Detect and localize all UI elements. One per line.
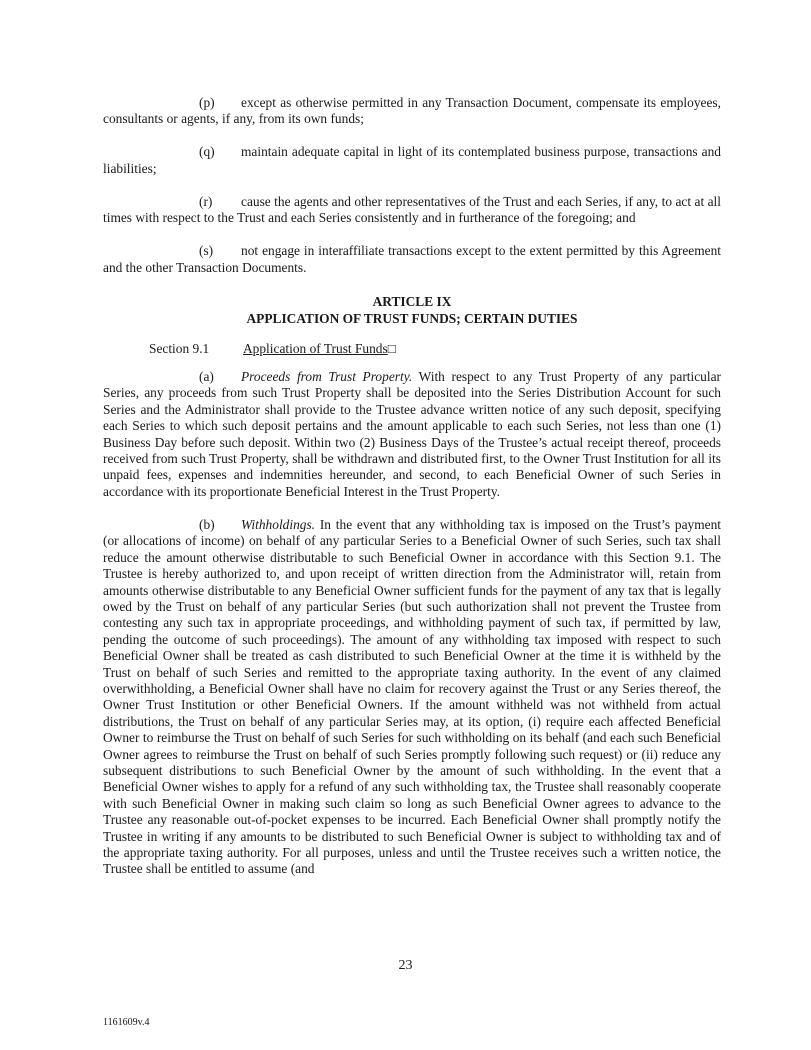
- clause-text: except as otherwise permitted in any Transaction Document, compensate its employees, consultants or agents, if any, from its own funds;: [103, 95, 721, 127]
- clause-label: (s): [199, 243, 214, 259]
- paragraph-heading: Proceeds from Trust Property.: [241, 369, 413, 385]
- paragraph-label: (b): [199, 516, 215, 532]
- page-number: 23: [398, 958, 413, 973]
- paragraph-label: (a): [199, 369, 214, 385]
- paragraph-text: With respect to any Trust Property of any particular Series, any proceeds from such Trust Property shall be deposited into the Series Distribution Account for such Series and the Administrator shall provide to the Trustee advance written notice of any such deposit, specifying each Series to which such deposit pertains and the amount applicable to each such Series, not less than one (1) Business Day before such deposit. Within two (2) Business Days of the Trustee’s actual receipt thereof, proceeds received from such Trust Property, shall be withdrawn and distributed first, to the Owner Trust Institution for all its unpaid fees, expenses and indemnities hereunder, and second, to each Beneficial Owner of such Series in accordance with its proportionate Beneficial Interest in the Trust Property.: [103, 369, 721, 499]
- clause-q: [103, 144, 721, 177]
- section-heading: [103, 341, 721, 357]
- clause-label: (p): [199, 95, 215, 110]
- clause-text: maintain adequate capital in light of its contemplated business purpose, transactions and liabilities;: [103, 144, 721, 176]
- section-number: Section 9.1: [149, 340, 210, 356]
- clause-s: [103, 243, 721, 276]
- clause-label: (r): [199, 193, 213, 209]
- clause-text: cause the agents and other representatives of the Trust and each Series, if any, to act at all times with respect to the Trust and each Series consistently and in furtherance of the foregoing; and: [103, 193, 721, 226]
- clause-p: [103, 95, 721, 128]
- clause-r: [103, 194, 721, 227]
- paragraph-b: [103, 517, 721, 878]
- article-heading: [103, 293, 721, 327]
- paragraph-text: In the event that any withholding tax is imposed on the Trust’s payment (or allocations of income) on behalf of any particular Series to a Beneficial Owner of such Series, such tax shall reduce the amount otherwise distributable to such Beneficial Owner in accordance with this Section 9.1. The Trustee is hereby authorized to, and upon receipt of written direction from the Administrator will, retain from amounts otherwise distributable to any Beneficial Owner sufficient funds for the payment of any tax that is legally owed by the Trust on behalf of any particular Series (but such authorization shall not prevent the Trustee from contesting any such tax in appropriate proceedings, and withholding payment of such tax, if permitted by law, pending the outcome of such proceedings). The amount of any withholding tax imposed with respect to such Beneficial Owner shall be treated as cash distributed to such Beneficial Owner at the time it is withheld by the Trust on behalf of such Series and remitted to the appropriate taxing authority. In the event of any claimed overwithholding, a Beneficial Owner shall have no claim for recovery against the Trust or any Series thereof, the Owner Trust Institution or other Beneficial Owners. If the amount withheld was not withheld from actual distributions, the Trust on behalf of any particular Series may, at its option, (i) require each affected Beneficial Owner to reimburse the Trust on behalf of such Series for such withholding on its behalf (and each such Beneficial Owner agrees to reimburse the Trust on behalf of such Series promptly following such request) or (ii) reduce any subsequent distributions to such Beneficial Owner by the amount of such withholding. In the event that a Beneficial Owner wishes to apply for a refund of any such withholding tax, the Trustee shall reasonably cooperate with such Beneficial Owner in making such claim so long as such Beneficial Owner agrees to advance to the Trustee any reasonable out-of-pocket expenses to be incurred. Each Beneficial Owner shall promptly notify the Trustee in writing if any amounts to be distributed to such Beneficial Owner is subject to withholding tax and of the appropriate taxing authority. For all purposes, unless and until the Trustee receives such a written notice, the Trustee shall be entitled to assume (and: [103, 516, 721, 877]
- paragraph-a: [103, 369, 721, 500]
- article-number: ARTICLE IX: [372, 293, 452, 309]
- clause-text: not engage in interaffiliate transactions except to the extent permitted by this Agreement and the other Transaction Documents.: [103, 243, 721, 275]
- document-page: [103, 95, 721, 894]
- paragraph-heading: Withholdings.: [241, 516, 316, 532]
- article-title: APPLICATION OF TRUST FUNDS; CERTAIN DUTIES: [246, 310, 578, 326]
- document-id: 1161609v.4: [103, 1017, 150, 1028]
- clause-label: (q): [199, 144, 215, 160]
- section-title: Application of Trust Funds: [243, 340, 388, 356]
- section-title-suffix: □: [387, 340, 396, 356]
